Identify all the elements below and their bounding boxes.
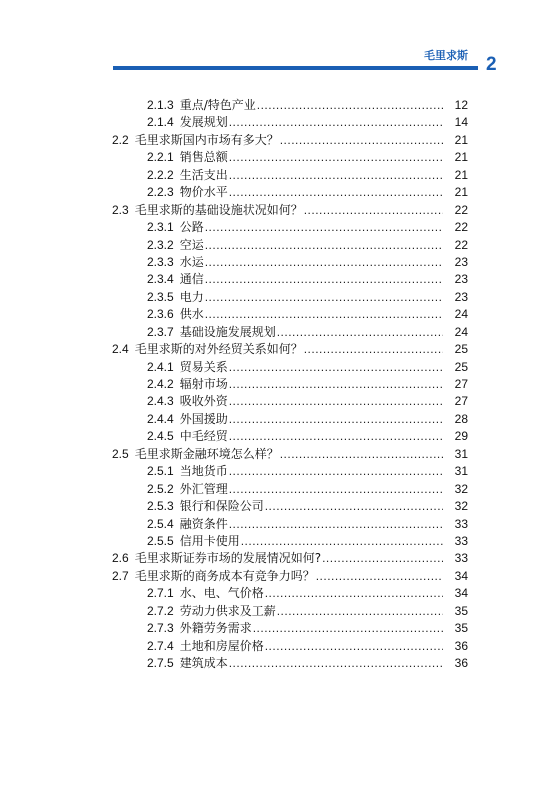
toc-entry-page: 34 [454, 568, 468, 583]
toc-entry-title: 中毛经贸 [179, 429, 228, 444]
toc-entry-page: 22 [454, 202, 468, 217]
toc-entry-number: 2.7.1 [147, 586, 174, 601]
toc-entry-number: 2.3.5 [147, 289, 174, 304]
toc-entry-page: 23 [454, 272, 468, 287]
toc-leader-dots [322, 550, 443, 567]
toc-entry[interactable] [0, 585, 559, 602]
toc-entry-number: 2.4 [112, 342, 129, 357]
toc-leader-dots [229, 516, 443, 533]
toc-entry-title: 重点/特色产业 [179, 98, 256, 112]
toc-entry-title: 信用卡使用 [179, 533, 240, 548]
toc-entry-title: 毛里求斯的商务成本有竞争力吗？ [134, 568, 315, 583]
toc-leader-dots [229, 149, 443, 166]
toc-entry-title: 劳动力供求及工薪 [179, 603, 276, 618]
toc-entry-title: 吸收外资 [179, 394, 228, 409]
toc-leader-dots [304, 202, 443, 219]
toc-entry-page: 27 [454, 377, 468, 391]
toc-entry[interactable] [0, 271, 559, 288]
toc-entry-number: 2.1.4 [147, 115, 174, 130]
toc-entry-number: 2.5 [112, 446, 129, 461]
running-header-title: 毛里求斯 [424, 49, 468, 62]
toc-entry-title: 物价水平 [179, 185, 228, 200]
toc-entry-page: 33 [454, 516, 468, 531]
toc-entry-page: 24 [454, 307, 468, 322]
toc-entry-number: 2.3.1 [147, 220, 174, 235]
toc-entry-number: 2.2.1 [147, 150, 174, 165]
page-number: 2 [486, 54, 497, 75]
toc-entry[interactable] [0, 306, 559, 323]
toc-entry-page: 32 [454, 481, 468, 496]
toc-leader-dots [265, 498, 443, 515]
toc-entry-number: 2.7.3 [147, 621, 174, 636]
toc-entry[interactable] [0, 550, 559, 567]
toc-entry-page: 22 [454, 237, 468, 252]
toc-entry-page: 33 [454, 533, 468, 548]
toc-leader-dots [205, 254, 443, 271]
toc-entry-title: 毛里求斯的基础设施状况如何？ [134, 202, 303, 217]
toc-entry[interactable] [0, 114, 559, 131]
toc-entry-number: 2.3.7 [147, 324, 174, 339]
toc-entry[interactable] [0, 533, 559, 550]
toc-entry-page: 25 [454, 342, 468, 357]
toc-entry-page: 21 [454, 167, 468, 182]
toc-leader-dots [265, 585, 443, 602]
toc-entry-number: 2.7 [112, 568, 129, 583]
toc-entry[interactable] [0, 446, 559, 463]
toc-entry-title: 电力 [179, 289, 204, 304]
toc-entry-number: 2.5.3 [147, 499, 174, 514]
toc-entry[interactable] [0, 324, 559, 341]
toc-entry[interactable] [0, 184, 559, 201]
toc-leader-dots [229, 463, 443, 480]
toc-entry-title: 外汇管理 [179, 481, 228, 496]
toc-leader-dots [229, 184, 443, 201]
toc-entry[interactable] [0, 620, 559, 637]
toc-entry-number: 2.5.1 [147, 464, 174, 479]
toc-entry-page: 21 [454, 185, 468, 200]
toc-entry-page: 33 [454, 551, 468, 566]
toc-entry-page: 29 [454, 429, 468, 444]
toc-leader-dots [280, 446, 443, 463]
toc-leader-dots [229, 411, 443, 428]
toc-entry-title: 基础设施发展规划 [179, 324, 276, 339]
toc-leader-dots [205, 219, 443, 236]
toc-entry[interactable] [0, 498, 559, 515]
toc-entry-number: 2.5.5 [147, 533, 174, 548]
toc-entry-page: 25 [454, 359, 468, 374]
toc-leader-dots [229, 376, 443, 393]
toc-entry-title: 当地货币 [179, 464, 228, 479]
toc-entry-number: 2.6 [112, 551, 129, 566]
toc-entry-page: 21 [454, 132, 468, 147]
toc-entry-title: 毛里求斯的对外经贸关系如何？ [134, 342, 303, 357]
toc-leader-dots [265, 638, 443, 655]
toc-entry-number: 2.3 [112, 202, 129, 217]
toc-entry-number: 2.2.2 [147, 167, 174, 182]
toc-entry-page: 31 [454, 446, 468, 461]
toc-entry-number: 2.7.2 [147, 603, 174, 618]
toc-entry-title: 辐射市场 [179, 377, 228, 391]
toc-entry-number: 2.5.4 [147, 516, 174, 531]
toc-leader-dots [229, 359, 443, 376]
toc-leader-dots [205, 271, 443, 288]
toc-entry[interactable] [0, 254, 559, 271]
toc-entry-title: 销售总额 [179, 150, 228, 165]
toc-entry[interactable] [0, 289, 559, 306]
toc-entry[interactable] [0, 568, 559, 585]
toc-leader-dots [205, 237, 443, 254]
toc-entry[interactable] [0, 393, 559, 410]
toc-entry[interactable] [0, 341, 559, 358]
toc-entry-number: 2.4.2 [147, 377, 174, 391]
table-of-contents [0, 97, 559, 672]
toc-entry-number: 2.3.4 [147, 272, 174, 287]
toc-entry-page: 24 [454, 324, 468, 339]
toc-entry[interactable] [0, 97, 559, 114]
toc-leader-dots [241, 533, 443, 550]
toc-entry-title: 建筑成本 [179, 656, 228, 670]
toc-leader-dots [229, 393, 443, 410]
toc-leader-dots [277, 324, 443, 341]
toc-entry-title: 外籍劳务需求 [179, 621, 252, 636]
toc-entry[interactable] [0, 219, 559, 236]
toc-entry-page: 34 [454, 586, 468, 601]
toc-leader-dots [229, 167, 443, 184]
toc-entry-title: 发展规划 [179, 115, 228, 130]
toc-entry-number: 2.4.1 [147, 359, 174, 374]
toc-entry-number: 2.5.2 [147, 481, 174, 496]
toc-entry-number: 2.4.3 [147, 394, 174, 409]
toc-entry-number: 2.4.5 [147, 429, 174, 444]
toc-entry[interactable] [0, 603, 559, 620]
toc-entry-page: 23 [454, 254, 468, 269]
toc-leader-dots [280, 132, 443, 149]
toc-entry-number: 2.2 [112, 132, 129, 147]
toc-entry-title: 融资条件 [179, 516, 228, 531]
toc-leader-dots [205, 289, 443, 306]
toc-leader-dots [229, 481, 443, 498]
toc-entry[interactable] [0, 411, 559, 428]
toc-entry-page: 14 [454, 115, 468, 130]
toc-entry-page: 36 [454, 656, 468, 670]
header-rule [113, 66, 478, 70]
toc-entry-page: 35 [454, 603, 468, 618]
toc-entry-page: 36 [454, 638, 468, 653]
toc-entry-title: 毛里求斯证券市场的发展情况如何? [134, 551, 322, 566]
toc-entry[interactable] [0, 149, 559, 166]
toc-entry[interactable] [0, 202, 559, 219]
toc-entry-number: 2.7.5 [147, 656, 174, 670]
toc-entry-title: 毛里求斯国内市场有多大？ [134, 132, 279, 147]
toc-entry-page: 22 [454, 220, 468, 235]
toc-leader-dots [257, 97, 443, 114]
toc-leader-dots [229, 428, 443, 445]
toc-entry-title: 毛里求斯金融环境怎么样？ [134, 446, 279, 461]
toc-entry-title: 外国援助 [179, 411, 228, 426]
toc-leader-dots [304, 341, 443, 358]
toc-leader-dots [253, 620, 443, 637]
toc-entry-page: 23 [454, 289, 468, 304]
toc-entry[interactable] [0, 376, 559, 393]
toc-entry-number: 2.3.6 [147, 307, 174, 322]
toc-entry[interactable] [0, 516, 559, 533]
toc-entry-page: 12 [454, 98, 468, 112]
toc-entry-title: 土地和房屋价格 [179, 638, 264, 653]
toc-entry-number: 2.3.3 [147, 254, 174, 269]
toc-entry[interactable] [0, 359, 559, 376]
toc-entry-title: 银行和保险公司 [179, 499, 264, 514]
toc-entry-page: 35 [454, 621, 468, 636]
toc-leader-dots [205, 306, 443, 323]
toc-leader-dots [229, 114, 443, 131]
toc-entry-title: 供水 [179, 307, 204, 322]
toc-entry-title: 生活支出 [179, 167, 228, 182]
toc-entry-title: 贸易关系 [179, 359, 228, 374]
toc-entry[interactable] [0, 237, 559, 254]
toc-leader-dots [229, 655, 443, 672]
toc-entry-title: 水、电、气价格 [179, 586, 264, 601]
toc-entry[interactable] [0, 463, 559, 480]
toc-entry-page: 28 [454, 411, 468, 426]
toc-entry-page: 32 [454, 499, 468, 514]
toc-entry[interactable] [0, 481, 559, 498]
toc-entry-number: 2.7.4 [147, 638, 174, 653]
toc-entry-page: 27 [454, 394, 468, 409]
toc-entry-title: 通信 [179, 272, 204, 287]
toc-entry-number: 2.3.2 [147, 237, 174, 252]
toc-entry-number: 2.4.4 [147, 411, 174, 426]
toc-entry-title: 空运 [179, 237, 204, 252]
toc-entry[interactable] [0, 428, 559, 445]
toc-entry[interactable] [0, 638, 559, 655]
toc-entry-number: 2.2.3 [147, 185, 174, 200]
toc-entry-title: 水运 [179, 254, 204, 269]
toc-entry[interactable] [0, 655, 559, 672]
toc-entry-page: 31 [454, 464, 468, 479]
toc-entry[interactable] [0, 132, 559, 149]
toc-entry-page: 21 [454, 150, 468, 165]
toc-leader-dots [316, 568, 443, 585]
toc-leader-dots [277, 603, 443, 620]
toc-entry[interactable] [0, 167, 559, 184]
toc-entry-number: 2.1.3 [147, 98, 174, 112]
toc-entry-title: 公路 [179, 220, 204, 235]
